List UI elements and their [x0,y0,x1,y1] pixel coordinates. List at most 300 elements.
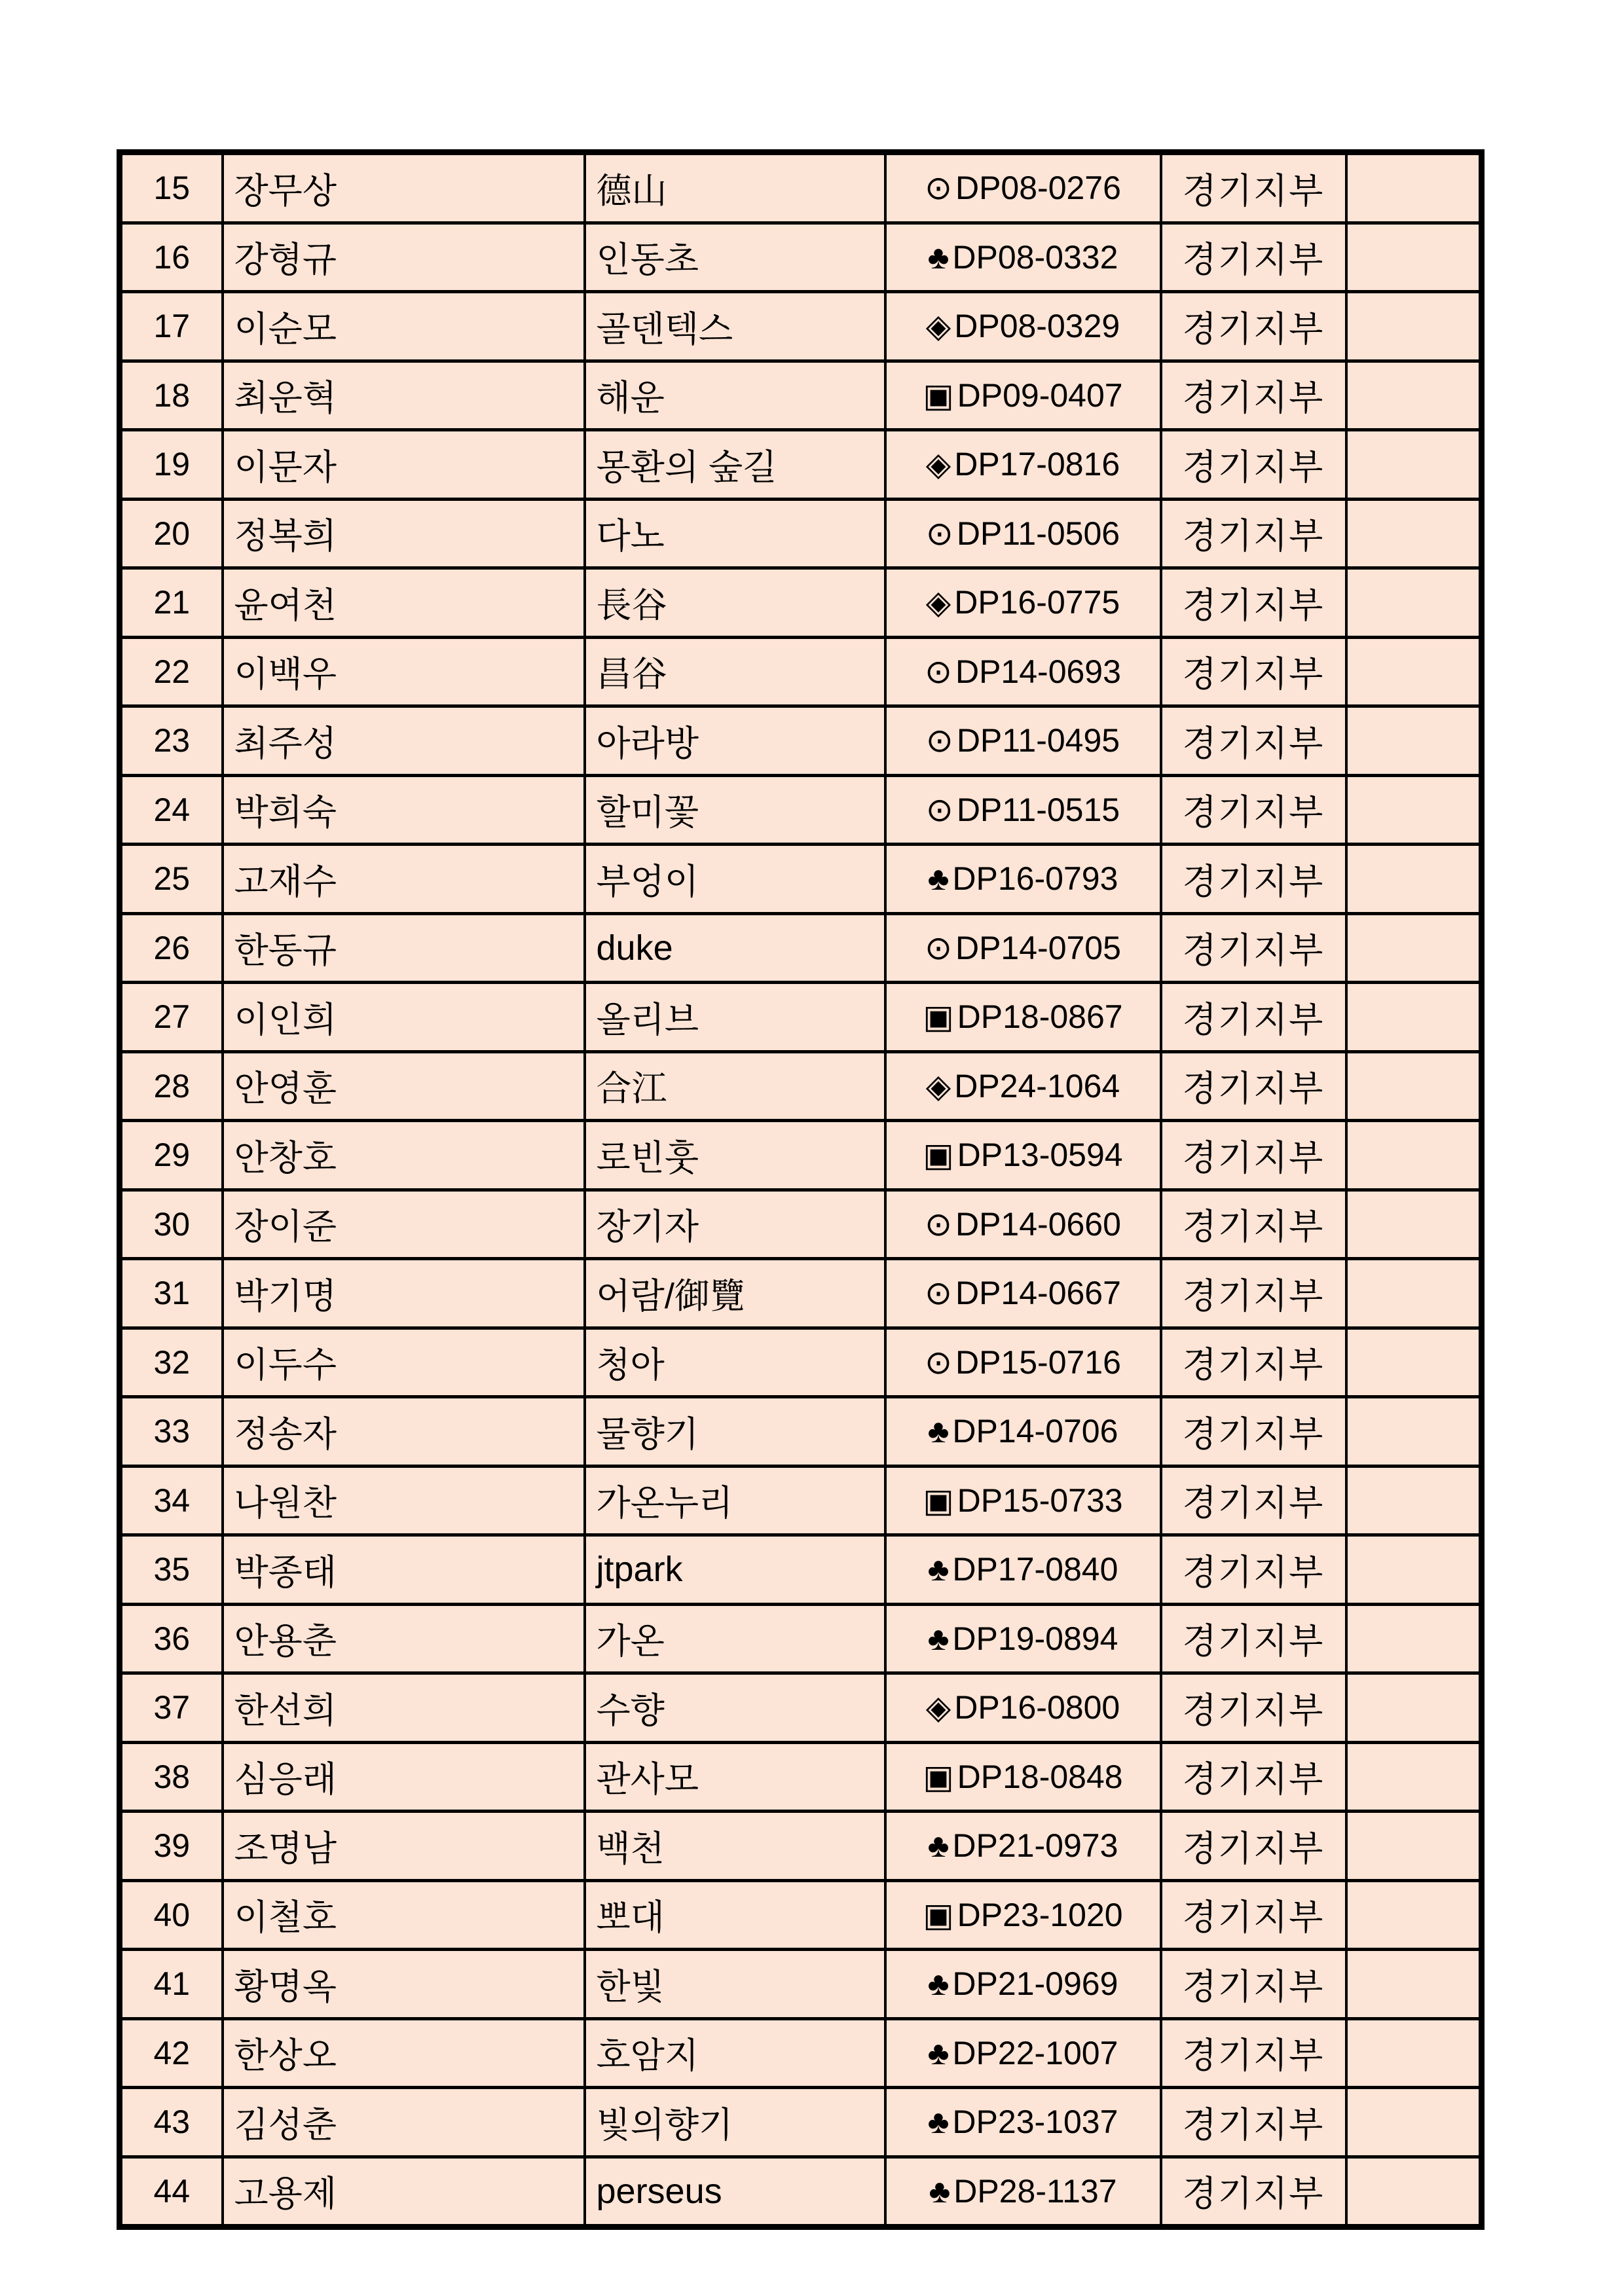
member-name: 심응래 [234,1760,337,1800]
table-row [120,1190,1482,1259]
member-no-cell [120,430,223,500]
member-nickname: 昌谷 [596,655,667,695]
member-name: 안창호 [234,1138,337,1178]
member-no-cell [120,1535,223,1605]
branch-cell [1161,1397,1346,1467]
member-no: 36 [153,1620,191,1657]
member-no: 33 [153,1413,191,1450]
branch-cell [1161,845,1346,914]
member-name: 안영훈 [234,1069,337,1109]
table-row [120,153,1482,223]
member-grade-icon: ◈ [925,1067,951,1104]
table-row [120,568,1482,638]
member-no: 16 [153,238,191,276]
note-cell [1346,1051,1482,1121]
member-grade-icon: ⊙ [925,722,953,759]
member-nickname: 다노 [596,517,665,556]
member-nickname-cell [585,1673,885,1743]
member-no: 23 [153,722,191,759]
member-code: DP17-0840 [952,1551,1118,1588]
member-nickname-cell [585,637,885,706]
member-nickname: 관사모 [596,1760,699,1800]
branch-label: 경기지부 [1182,378,1325,418]
note-cell [1346,1673,1482,1743]
member-name-cell [223,913,585,983]
note-cell [1346,845,1482,914]
member-name-cell [223,2157,585,2227]
member-no: 18 [153,376,191,414]
member-grade-icon: ♣ [927,1620,950,1657]
member-code: DP18-0848 [957,1758,1123,1795]
branch-cell [1161,2088,1346,2157]
member-no: 28 [153,1067,191,1104]
member-code-cell [885,1673,1161,1743]
member-nickname-cell [585,223,885,292]
note-cell [1346,223,1482,292]
member-code-cell [885,2088,1161,2157]
member-nickname: 골덴텍스 [596,309,733,349]
member-nickname-cell [585,2157,885,2227]
note-cell [1346,361,1482,430]
member-nickname-cell [585,845,885,914]
member-no-cell [120,1950,223,2019]
member-name: 이문자 [234,447,337,487]
member-name-cell [223,1328,585,1397]
member-name: 장무상 [234,171,337,211]
member-name-cell [223,153,585,223]
member-code-cell [885,775,1161,845]
member-code: DP21-0973 [952,1827,1118,1865]
note-cell [1346,637,1482,706]
branch-label: 경기지부 [1182,1345,1325,1385]
note-cell [1346,2018,1482,2088]
member-name-cell [223,983,585,1052]
member-name-cell [223,361,585,430]
table-row [120,1535,1482,1605]
member-no-cell [120,1604,223,1673]
member-nickname-cell [585,1604,885,1673]
member-grade-icon: ♣ [929,2172,951,2210]
member-nickname: 한빛 [596,1967,665,2007]
member-nickname-cell [585,1051,885,1121]
branch-label: 경기지부 [1182,1552,1325,1592]
table-row [120,983,1482,1052]
branch-label: 경기지부 [1182,1690,1325,1730]
branch-label: 경기지부 [1182,1484,1325,1523]
member-nickname-cell [585,430,885,500]
member-nickname: 長谷 [596,585,667,625]
member-name: 이백우 [234,655,337,695]
branch-label: 경기지부 [1182,447,1325,487]
member-no: 17 [153,308,191,345]
branch-label: 경기지부 [1182,1207,1325,1247]
member-nickname-cell [585,499,885,568]
member-name-cell [223,1190,585,1259]
member-nickname-cell [585,1190,885,1259]
member-nickname-cell [585,1259,885,1328]
table-row [120,1880,1482,1950]
member-code: DP08-0332 [952,238,1118,276]
member-name: 김성춘 [234,2105,337,2145]
member-code-cell [885,1812,1161,1881]
member-code-cell [885,1880,1161,1950]
member-grade-icon: ♣ [927,1551,950,1588]
branch-label: 경기지부 [1182,1829,1325,1868]
member-no: 41 [153,1965,191,2003]
note-cell [1346,2088,1482,2157]
note-cell [1346,1397,1482,1467]
member-no: 42 [153,2034,191,2071]
member-code-cell [885,568,1161,638]
table-row [120,845,1482,914]
member-grade-icon: ♣ [927,860,950,898]
branch-label: 경기지부 [1182,2105,1325,2145]
member-code: DP14-0706 [952,1413,1118,1450]
member-nickname: 가온누리 [596,1484,733,1523]
member-code-cell [885,361,1161,430]
branch-label: 경기지부 [1182,517,1325,556]
note-cell [1346,1121,1482,1190]
member-name-cell [223,2088,585,2157]
member-no: 39 [153,1827,191,1865]
note-cell [1346,775,1482,845]
member-no: 22 [153,653,191,690]
member-nickname: 장기자 [596,1207,699,1247]
member-code: DP11-0506 [956,515,1120,552]
branch-label: 경기지부 [1182,655,1325,695]
member-nickname: 해운 [596,378,665,418]
member-code: DP14-0705 [955,929,1121,966]
member-name: 한선희 [234,1690,337,1730]
member-nickname: 백천 [596,1829,665,1868]
member-code-cell [885,1950,1161,2019]
member-code: DP18-0867 [957,998,1123,1036]
member-grade-icon: ◈ [925,584,951,621]
branch-label: 경기지부 [1182,1622,1325,1662]
member-grade-icon: ⊙ [925,515,953,552]
branch-cell [1161,1673,1346,1743]
member-code: DP13-0594 [957,1137,1123,1174]
member-nickname-cell [585,913,885,983]
branch-cell [1161,292,1346,361]
member-code-cell [885,1328,1161,1397]
branch-label: 경기지부 [1182,1760,1325,1800]
member-grade-icon: ♣ [927,2104,950,2141]
branch-cell [1161,430,1346,500]
member-name: 한상오 [234,2036,337,2076]
member-code: DP16-0800 [954,1689,1120,1726]
branch-cell [1161,1880,1346,1950]
member-code-cell [885,1466,1161,1535]
member-grade-icon: ⊙ [925,1275,952,1312]
member-name: 한동규 [234,931,337,971]
branch-cell [1161,1051,1346,1121]
member-no-cell [120,706,223,776]
member-no: 20 [153,515,191,552]
member-nickname-cell [585,1121,885,1190]
note-cell [1346,2157,1482,2227]
table-row [120,1812,1482,1881]
branch-cell [1161,637,1346,706]
member-code-cell [885,1397,1161,1467]
note-cell [1346,983,1482,1052]
member-name-cell [223,1535,585,1605]
member-no: 24 [153,791,191,828]
member-nickname: 올리브 [596,1000,699,1040]
member-name-cell [223,1259,585,1328]
member-grade-icon: ♣ [927,1827,950,1865]
member-name: 이두수 [234,1345,337,1385]
member-name-cell [223,1880,585,1950]
member-code: DP17-0816 [954,446,1120,483]
branch-cell [1161,499,1346,568]
member-no-cell [120,983,223,1052]
note-cell [1346,153,1482,223]
member-nickname-cell [585,1950,885,2019]
table-row [120,1121,1482,1190]
member-nickname: 할미꽃 [596,793,699,833]
member-code: DP28-1137 [953,2172,1117,2210]
member-nickname-cell [585,1397,885,1467]
member-grade-icon: ⊙ [925,170,952,207]
note-cell [1346,430,1482,500]
member-no: 15 [153,170,191,207]
note-cell [1346,292,1482,361]
member-no: 21 [153,584,191,621]
member-nickname-cell [585,775,885,845]
branch-cell [1161,1466,1346,1535]
member-code: DP08-0276 [955,170,1121,207]
table-row [120,1950,1482,2019]
member-code: DP16-0775 [954,584,1120,621]
member-no-cell [120,2157,223,2227]
member-nickname: 부엉이 [596,862,699,902]
member-code: DP14-0693 [955,653,1121,690]
member-code: DP22-1007 [952,2034,1118,2071]
member-name: 고재수 [234,862,337,902]
member-name: 장이준 [234,1207,337,1247]
member-name: 정송자 [234,1414,337,1454]
member-name: 박종태 [234,1552,337,1592]
member-name-cell [223,775,585,845]
member-no: 34 [153,1482,191,1519]
member-nickname-cell [585,153,885,223]
table-row [120,2018,1482,2088]
member-code-cell [885,223,1161,292]
branch-label: 경기지부 [1182,1138,1325,1178]
member-nickname-cell [585,361,885,430]
member-code: DP23-1037 [952,2104,1118,2141]
table-row [120,775,1482,845]
member-no-cell [120,913,223,983]
member-name: 황명옥 [234,1967,337,2007]
member-code: DP15-0733 [957,1482,1123,1519]
member-name-cell [223,430,585,500]
member-nickname: 청아 [596,1345,665,1385]
member-grade-icon: ▣ [923,1137,954,1174]
member-name: 박기명 [234,1276,337,1316]
branch-cell [1161,2157,1346,2227]
member-no-cell [120,1397,223,1467]
branch-label: 경기지부 [1182,171,1325,211]
member-nickname: duke [596,928,673,968]
branch-label: 경기지부 [1182,862,1325,902]
member-no-cell [120,1880,223,1950]
branch-label: 경기지부 [1182,1000,1325,1040]
branch-cell [1161,1328,1346,1397]
member-nickname: 어람/御覽 [596,1276,745,1316]
member-name: 박희숙 [234,793,337,833]
branch-cell [1161,913,1346,983]
member-nickname: 로빈훗 [596,1138,699,1178]
member-nickname: 뽀대 [596,1898,665,1938]
branch-cell [1161,1190,1346,1259]
note-cell [1346,1259,1482,1328]
member-name: 이순모 [234,309,337,349]
branch-cell [1161,361,1346,430]
member-no-cell [120,2088,223,2157]
member-nickname-cell [585,2018,885,2088]
member-nickname: 수향 [596,1690,665,1730]
member-no: 29 [153,1137,191,1174]
member-no: 26 [153,929,191,966]
branch-cell [1161,706,1346,776]
branch-cell [1161,1950,1346,2019]
member-nickname: 빛의향기 [596,2105,733,2145]
table-row [120,913,1482,983]
member-nickname-cell [585,1742,885,1812]
member-nickname: perseus [596,2171,722,2211]
table-row [120,706,1482,776]
member-name: 안용춘 [234,1622,337,1662]
member-name-cell [223,1121,585,1190]
member-name-cell [223,568,585,638]
member-name-cell [223,292,585,361]
table-row [120,430,1482,500]
member-name-cell [223,637,585,706]
table-row [120,1673,1482,1743]
member-code: DP09-0407 [957,376,1123,414]
branch-label: 경기지부 [1182,1414,1325,1454]
member-no: 37 [153,1689,191,1726]
note-cell [1346,1604,1482,1673]
note-cell [1346,568,1482,638]
member-grade-icon: ▣ [923,376,954,414]
table-row [120,637,1482,706]
branch-label: 경기지부 [1182,1276,1325,1316]
table-row [120,1742,1482,1812]
branch-label: 경기지부 [1182,1898,1325,1938]
member-name: 최운혁 [234,378,337,418]
member-no-cell [120,1742,223,1812]
member-code-cell [885,2157,1161,2227]
member-no-cell [120,1328,223,1397]
member-no-cell [120,1466,223,1535]
member-grade-icon: ♣ [927,1965,950,2003]
member-nickname-cell [585,1535,885,1605]
member-name-cell [223,1466,585,1535]
member-code-cell [885,1121,1161,1190]
member-name: 고용제 [234,2174,337,2214]
member-no: 44 [153,2172,191,2210]
note-cell [1346,913,1482,983]
table-row [120,2157,1482,2227]
note-cell [1346,1812,1482,1881]
member-name-cell [223,1812,585,1881]
member-nickname-cell [585,983,885,1052]
note-cell [1346,1535,1482,1605]
branch-cell [1161,2018,1346,2088]
member-code-cell [885,1742,1161,1812]
branch-cell [1161,1259,1346,1328]
member-roster-table [117,149,1485,2230]
branch-cell [1161,983,1346,1052]
member-nickname-cell [585,1328,885,1397]
member-name-cell [223,845,585,914]
member-name: 정복희 [234,517,337,556]
member-name-cell [223,1397,585,1467]
member-grade-icon: ⊙ [925,1343,952,1381]
member-nickname-cell [585,2088,885,2157]
member-name: 강형규 [234,240,337,280]
member-grade-icon: ⊙ [925,929,952,966]
member-name: 조명남 [234,1829,337,1868]
branch-label: 경기지부 [1182,2036,1325,2076]
member-code-cell [885,1535,1161,1605]
member-name-cell [223,223,585,292]
branch-label: 경기지부 [1182,585,1325,625]
note-cell [1346,1466,1482,1535]
member-code: DP14-0667 [955,1275,1121,1312]
member-grade-icon: ⊙ [925,653,952,690]
member-no-cell [120,1673,223,1743]
member-grade-icon: ♣ [927,238,950,276]
member-name: 윤여천 [234,585,337,625]
member-code-cell [885,430,1161,500]
member-code: DP16-0793 [952,860,1118,898]
member-no: 35 [153,1551,191,1588]
member-nickname-cell [585,1812,885,1881]
member-name: 이인희 [234,1000,337,1040]
member-no-cell [120,568,223,638]
member-no: 43 [153,2104,191,2141]
member-grade-icon: ♣ [927,1413,950,1450]
member-name-cell [223,1950,585,2019]
member-grade-icon: ◈ [925,308,951,345]
member-code-cell [885,1051,1161,1121]
branch-cell [1161,1812,1346,1881]
member-name-cell [223,1742,585,1812]
table-row [120,499,1482,568]
member-no-cell [120,153,223,223]
note-cell [1346,1742,1482,1812]
note-cell [1346,706,1482,776]
member-nickname-cell [585,568,885,638]
note-cell [1346,1950,1482,2019]
member-grade-icon: ▣ [923,1896,954,1933]
member-name-cell [223,1604,585,1673]
branch-cell [1161,223,1346,292]
member-no-cell [120,637,223,706]
member-grade-icon: ▣ [923,1482,954,1519]
table-row [120,292,1482,361]
table-row [120,1397,1482,1467]
member-code: DP08-0329 [954,308,1120,345]
member-no: 19 [153,446,191,483]
branch-label: 경기지부 [1182,1967,1325,2007]
member-no: 38 [153,1758,191,1795]
member-nickname: 몽환의 숲길 [596,447,777,487]
